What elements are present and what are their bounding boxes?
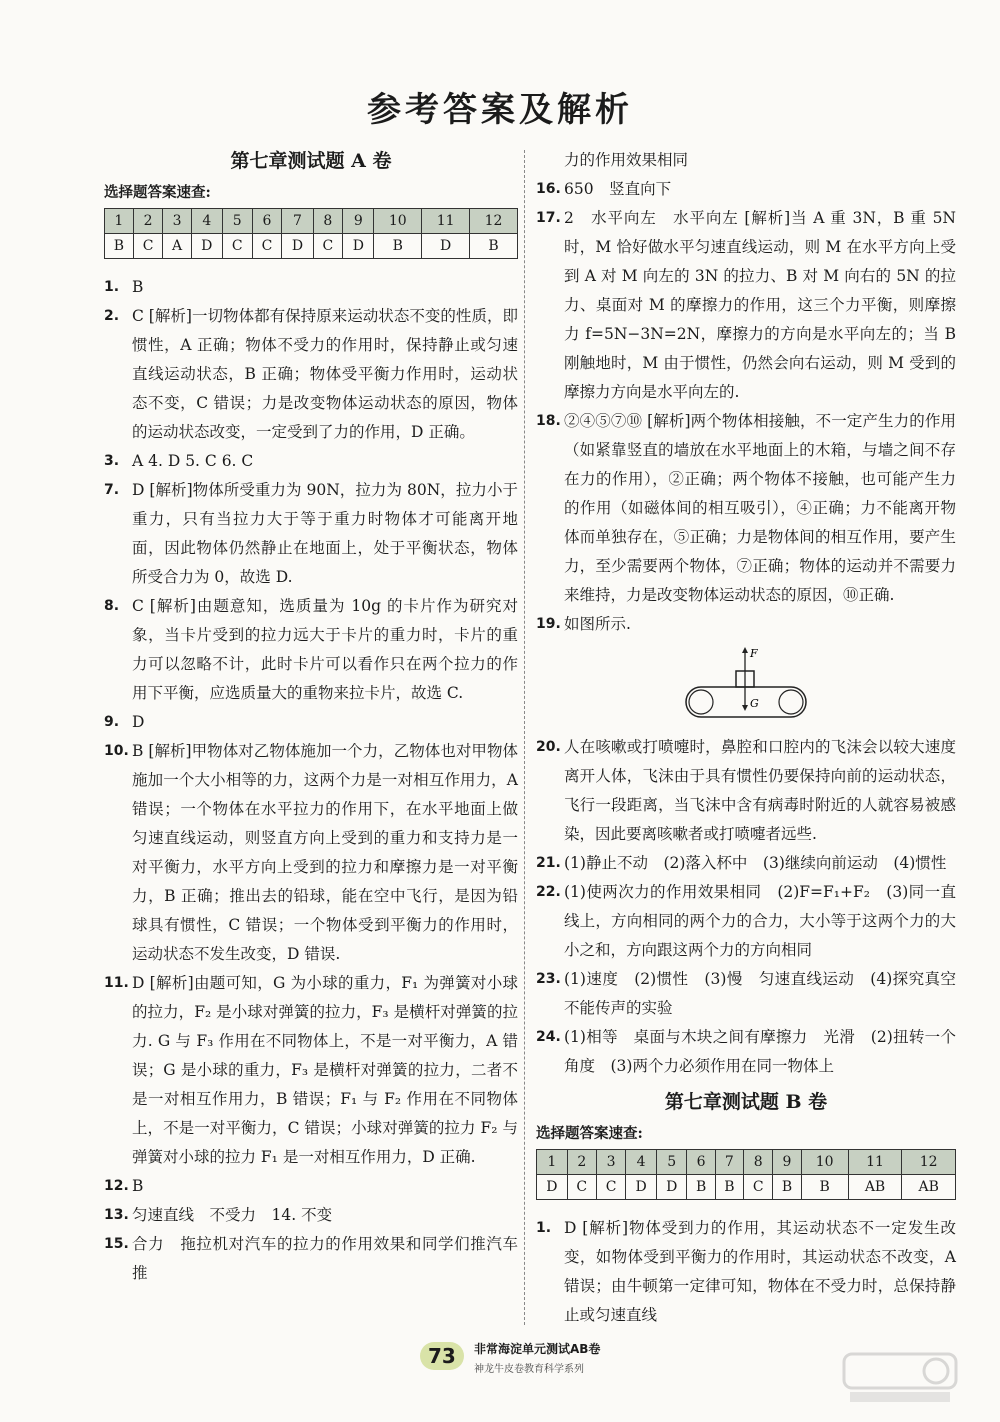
answer-cell: D <box>191 234 222 259</box>
left-pulley <box>689 690 713 714</box>
answer-number: 2. <box>104 308 120 324</box>
question-number-cell: 7 <box>715 1150 743 1175</box>
section-b-quick-label: 选择题答案速查: <box>536 1125 643 1142</box>
answer-number: 17. <box>536 210 561 226</box>
answer-cell: B <box>773 1175 801 1200</box>
answer-text: C [解析]一切物体都有保持原来运动状态不变的性质，即惯性，A 正确；物体不受力的作用时，保持静止或匀速直线运动状态，B 正确；物体受平衡力作用时，运动状态不变，C 错误；力是改变物体运动状态的原因，物体的运动状态改变，一定受到了力的作用，D 正确。 <box>132 307 518 441</box>
answer-item <box>104 1201 518 1230</box>
answer-table-header-row <box>105 209 518 234</box>
answer-number: 19. <box>536 616 561 632</box>
answer-item <box>104 1230 518 1288</box>
answer-text: ②④⑤⑦⑩ [解析]两个物体相接触，不一定产生力的作用（如紧靠竖直的墙放在水平地面上的木箱，与墙之间不存在力的作用），②正确；两个物体不接触，也可能产生力的作用（如磁体间的相互吸引），④正确；力不能离开物体而单独存在，⑤正确；力是物体间的相互作用，要产生力，至少需要两个物体，⑦正确；物体的运动并不需要力来维持，力是改变物体运动状态的原因，⑩正确. <box>564 412 956 604</box>
answer-cell: AB <box>848 1175 902 1200</box>
left-column <box>104 146 518 1288</box>
answer-cell: B <box>801 1175 848 1200</box>
answer-cell: D <box>343 234 374 259</box>
right-answer-list <box>536 146 956 1081</box>
question-number-cell: 1 <box>537 1150 568 1175</box>
answer-cell: C <box>222 234 252 259</box>
page-title: 参考答案及解析 <box>367 90 633 130</box>
question-number-cell: 9 <box>773 1150 801 1175</box>
answer-item <box>536 146 956 175</box>
series-subtitle: 神龙牛皮卷教育科学系列 <box>474 1364 584 1375</box>
answer-cell: A <box>163 234 191 259</box>
answer-number: 10. <box>104 743 129 759</box>
answer-item <box>536 965 956 1023</box>
answer-item <box>104 476 518 592</box>
question-number-cell: 3 <box>163 209 191 234</box>
series-title: 非常海淀单元测试AB卷 <box>474 1342 601 1356</box>
answer-text: C [解析]由题意知，选质量为 10g 的卡片作为研究对象，当卡片受到的拉力远大于卡片的重力时，卡片的重力可以忽略不计，此时卡片可以看作只在两个拉力的作用下平衡，应选质量大的重物来拉卡片，故选 C. <box>132 597 518 702</box>
section-b-answer-list <box>536 1214 956 1330</box>
question-number-cell: 6 <box>687 1150 715 1175</box>
answer-item <box>536 1214 956 1330</box>
answer-item <box>536 733 956 849</box>
answer-text: 力的作用效果相同 <box>564 151 689 169</box>
answer-number: 1. <box>536 1220 552 1236</box>
answer-cell: D <box>282 234 313 259</box>
answer-item <box>104 1172 518 1201</box>
right-column <box>536 146 956 1330</box>
answer-text: D <box>132 713 145 731</box>
answer-number: 13. <box>104 1207 129 1223</box>
question-number-cell: 7 <box>282 209 313 234</box>
answer-item <box>104 302 518 447</box>
answer-item <box>104 447 518 476</box>
answer-cell: D <box>626 1175 657 1200</box>
answer-number: 22. <box>536 884 561 900</box>
question-number-cell: 2 <box>567 1150 596 1175</box>
answer-text: 2 水平向左 水平向左 [解析]当 A 重 3N，B 重 5N 时，M 恰好做水平匀速直线运动，则 M 在水平方向上受到 A 对 M 向左的 3N 的拉力、B 对 M 向右的 5N 的拉力、桌面对 M 的摩擦力的作用，这三个力平衡，则摩擦力 f=5N−3N=2N，摩擦力的方向是水平向左的；当 B 刚触地时，M 由于惯性，仍然会向右运动，则 M 受到的摩擦力方向是水平向左的. <box>564 209 956 401</box>
page-number: 73 <box>420 1342 464 1370</box>
answer-cell: C <box>313 234 343 259</box>
label-g: G <box>750 697 759 710</box>
answer-item <box>536 610 956 639</box>
answer-item <box>536 878 956 965</box>
answer-item <box>104 969 518 1172</box>
section-b-title: 第七章测试题 B 卷 <box>664 1091 828 1113</box>
answer-number: 24. <box>536 1029 561 1045</box>
conveyor-force-diagram <box>676 645 816 725</box>
question-number-cell: 8 <box>313 209 343 234</box>
answer-item <box>536 175 956 204</box>
answer-item <box>536 1023 956 1081</box>
question-number-cell: 12 <box>902 1150 956 1175</box>
question-number-cell: 1 <box>105 209 134 234</box>
answer-item <box>536 204 956 407</box>
answer-text: B [解析]甲物体对乙物体施加一个力，乙物体也对甲物体施加一个大小相等的力，这两个力是一对相互作用力，A 错误；一个物体在水平拉力的作用下，在水平地面上做匀速直线运动，则竖直方向上受到的重力和支持力是一对平衡力，水平方向上受到的拉力和摩擦力是一对平衡力，B 正确；推出去的铅球，能在空中飞行，是因为铅球具有惯性，C 错误；一个物体受到平衡力的作用时，运动状态不发生改变，D 错误. <box>132 742 518 963</box>
answer-cell: B <box>105 234 134 259</box>
answer-text: D [解析]物体受到力的作用，其运动状态不一定发生改变，如物体受到平衡力的作用时，其运动状态不改变，A 错误；由牛顿第一定律可知，物体在不受力时，总保持静止或匀速直线 <box>564 1219 956 1324</box>
answer-text: D [解析]由题可知，G 为小球的重力，F₁ 为弹簧对小球的拉力，F₂ 是小球对弹簧的拉力，F₃ 是横杆对弹簧的拉力. G 与 F₃ 作用在不同物体上，不是一对平衡力，A 错误；G 是小球的重力，F₃ 是横杆对弹簧的拉力，二者不是一对相互作用力，B 错误；F₁ 与 F₂ 作用在不同物体上，不是一对平衡力，C 错误；小球对弹簧的拉力 F₂ 与弹簧对小球的拉力 F₁ 是一对相互作用力，D 正确. <box>132 974 518 1166</box>
answer-cell: D <box>537 1175 568 1200</box>
force-f-head <box>742 647 748 653</box>
answer-number: 15. <box>104 1236 129 1252</box>
answer-number: 21. <box>536 855 561 871</box>
answer-number: 8. <box>104 598 120 614</box>
answer-item <box>104 592 518 708</box>
question-number-cell: 11 <box>848 1150 902 1175</box>
force-g-head <box>742 705 748 711</box>
answer-item <box>104 737 518 969</box>
answer-text: (1)使两次力的作用效果相同 (2)F=F₁+F₂ (3)同一直线上，方向相同的两个力的合力，大小等于这两个力的大小之和，方向跟这两个力的方向相同 <box>564 883 956 959</box>
answer-table-answer-row <box>105 234 518 259</box>
answer-text: A 4. D 5. C 6. C <box>132 452 254 470</box>
answer-text: (1)相等 桌面与木块之间有摩擦力 光滑 (2)扭转一个角度 (3)两个力必须作用在同一物体上 <box>564 1028 956 1075</box>
question-number-cell: 5 <box>222 209 252 234</box>
question-number-cell: 3 <box>596 1150 625 1175</box>
answer-item <box>536 407 956 610</box>
answer-number: 7. <box>104 482 120 498</box>
question-number-cell: 5 <box>656 1150 687 1175</box>
question-number-cell: 12 <box>470 209 518 234</box>
question-number-cell: 11 <box>422 209 470 234</box>
answer-number: 12. <box>104 1178 129 1194</box>
answer-cell: C <box>744 1175 773 1200</box>
answer-number: 20. <box>536 739 561 755</box>
answer-text: D [解析]物体所受重力为 90N，拉力为 80N，拉力小于重力，只有当拉力大于等于重力时物体才可能离开地面，因此物体仍然静止在地面上，处于平衡状态，物体所受合力为 0，故选 D. <box>132 481 518 586</box>
answer-number: 9. <box>104 714 120 730</box>
answer-cell: AB <box>902 1175 956 1200</box>
answer-text: B <box>132 1177 144 1195</box>
page-footer <box>420 1338 640 1382</box>
question-number-cell: 6 <box>252 209 282 234</box>
answer-cell: B <box>374 234 422 259</box>
watermark-logo <box>840 1348 960 1408</box>
conveyor-belt <box>686 687 806 717</box>
column-divider <box>524 150 525 1325</box>
question-number-cell: 10 <box>374 209 422 234</box>
left-answer-list <box>104 273 518 1288</box>
section-a-title: 第七章测试题 A 卷 <box>230 150 392 172</box>
answer-text: 合力 拖拉机对汽车的拉力的作用效果和同学们推汽车推 <box>132 1235 518 1282</box>
question-number-cell: 8 <box>744 1150 773 1175</box>
question-number-cell: 9 <box>343 209 374 234</box>
answer-number: 1. <box>104 279 120 295</box>
answer-number: 18. <box>536 413 561 429</box>
answer-number: 11. <box>104 975 129 991</box>
answer-cell: D <box>656 1175 687 1200</box>
answer-number: 3. <box>104 453 120 469</box>
right-pulley <box>779 690 803 714</box>
answer-cell: D <box>422 234 470 259</box>
section-b-answer-table <box>536 1149 956 1200</box>
section-a-answer-table <box>104 208 518 259</box>
answer-cell: B <box>715 1175 743 1200</box>
question-number-cell: 10 <box>801 1150 848 1175</box>
answer-cell: C <box>567 1175 596 1200</box>
answer-item <box>536 849 956 878</box>
answer-cell: C <box>596 1175 625 1200</box>
answer-number: 23. <box>536 971 561 987</box>
answer-text: 人在咳嗽或打喷嚏时，鼻腔和口腔内的飞沫会以较大速度离开人体，飞沫由于具有惯性仍要保持向前的运动状态，飞行一段距离，当飞沫中含有病毒时附近的人就容易被感染，因此要离咳嗽者或打喷嚏者远些. <box>564 738 956 843</box>
question-number-cell: 4 <box>191 209 222 234</box>
answer-item <box>104 273 518 302</box>
question-number-cell: 4 <box>626 1150 657 1175</box>
answer-cell: C <box>133 234 163 259</box>
question-number-cell: 2 <box>133 209 163 234</box>
answer-table-answer-row <box>537 1175 956 1200</box>
answer-text: (1)静止不动 (2)落入杯中 (3)继续向前运动 (4)惯性 <box>564 854 947 872</box>
answer-text: 650 竖直向下 <box>564 180 672 198</box>
answer-item <box>104 708 518 737</box>
section-a-quick-label: 选择题答案速查: <box>104 184 211 201</box>
answer-table-header-row <box>537 1150 956 1175</box>
answer-cell: B <box>687 1175 715 1200</box>
answer-text: B <box>132 278 144 296</box>
answer-cell: B <box>470 234 518 259</box>
answer-text: 匀速直线 不受力 14. 不变 <box>132 1206 333 1224</box>
label-f: F <box>750 647 758 660</box>
answer-text: 如图所示. <box>564 615 631 633</box>
answer-number: 16. <box>536 181 561 197</box>
answer-cell: C <box>252 234 282 259</box>
answer-text: (1)速度 (2)惯性 (3)慢 匀速直线运动 (4)探究真空不能传声的实验 <box>564 970 956 1017</box>
